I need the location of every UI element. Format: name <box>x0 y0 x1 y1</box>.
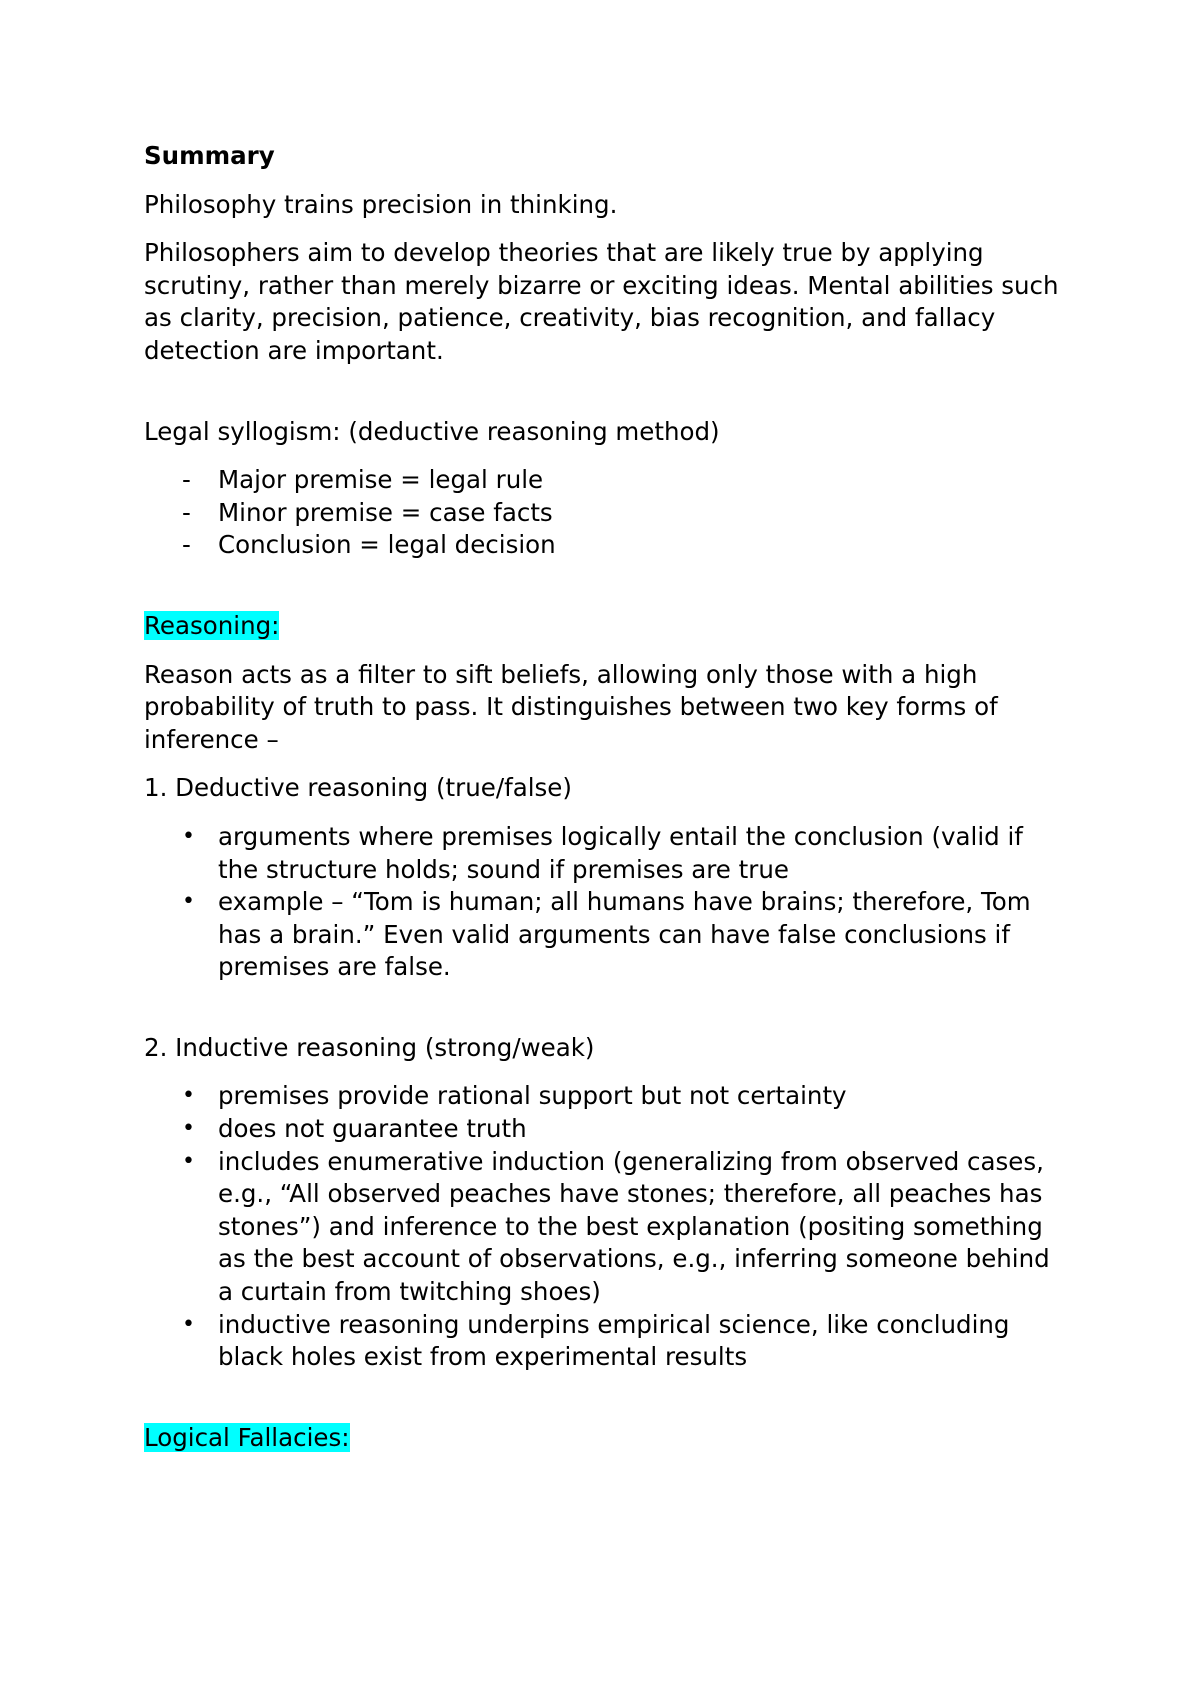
dash-marker: - <box>182 497 191 527</box>
list-item <box>144 529 1064 562</box>
blank-line <box>144 1000 1064 1032</box>
dash-marker: - <box>182 530 191 560</box>
bullet-marker: • <box>182 889 195 915</box>
list-item-text: premises provide rational support but not certainty <box>218 1081 847 1111</box>
list-item <box>144 1113 1064 1146</box>
list-item <box>144 1146 1064 1309</box>
bullet-marker: • <box>182 823 195 849</box>
list-item-text: does not guarantee truth <box>218 1114 527 1144</box>
legal-syllogism-heading: Legal syllogism: (deductive reasoning method) <box>144 416 720 446</box>
summary-title: Summary <box>144 141 275 170</box>
list-item-text: Conclusion = legal decision <box>218 530 556 560</box>
list-item-text: Major premise = legal rule <box>218 465 544 495</box>
bullet-marker: • <box>182 1148 195 1174</box>
highlighted-text: Logical Fallacies: <box>144 1422 350 1452</box>
list-item <box>144 497 1064 530</box>
list-item <box>144 464 1064 497</box>
deductive-list <box>144 821 1064 984</box>
blank-line <box>144 578 1064 610</box>
list-item-text: arguments where premises logically entail the conclusion (valid if the structure holds; sound if premises are true <box>218 821 1023 884</box>
bullet-marker: • <box>182 1311 195 1337</box>
list-item-text: includes enumerative induction (generalizing from observed cases, e.g., “All observed peaches have stones; therefore, all peaches has stones”) and inference to the best explanation (positing something as the best account of observations, e.g., inferring someone behind a curtain from twitching shoes) <box>218 1146 1050 1307</box>
list-item <box>144 821 1064 886</box>
list-item <box>144 886 1064 984</box>
list-item-text: example – “Tom is human; all humans have brains; therefore, Tom has a brain.” Even valid arguments can have false conclusions if premises are false. <box>218 887 1031 982</box>
bullet-marker: • <box>182 1083 195 1109</box>
reasoning-intro: Reason acts as a filter to sift beliefs, allowing only those with a high probability of truth to pass. It distinguishes between two key forms of inference – <box>144 659 998 754</box>
summary-paragraph-2: Philosophers aim to develop theories that are likely true by applying scrutiny, rather than merely bizarre or exciting ideas. Mental abilities such as clarity, precision, patience, creativity, bias recognition, and fallacy detection are important. <box>144 238 1059 365</box>
bullet-marker: • <box>182 1116 195 1142</box>
list-item-text: Minor premise = case facts <box>218 497 553 527</box>
deductive-heading: 1. Deductive reasoning (true/false) <box>144 773 572 803</box>
summary-paragraph-1: Philosophy trains precision in thinking. <box>144 189 618 219</box>
highlighted-text: Reasoning: <box>144 610 280 640</box>
list-item <box>144 1309 1064 1374</box>
blank-line <box>144 384 1064 416</box>
document-page <box>144 140 1064 1470</box>
dash-marker: - <box>182 465 191 495</box>
list-item-text: inductive reasoning underpins empirical science, like concluding black holes exist from experimental results <box>218 1309 1010 1372</box>
legal-syllogism-list <box>144 464 1064 562</box>
list-item <box>144 1080 1064 1113</box>
reasoning-heading <box>144 610 1064 643</box>
blank-line <box>144 1390 1064 1422</box>
logical-fallacies-heading <box>144 1422 1064 1455</box>
inductive-heading: 2. Inductive reasoning (strong/weak) <box>144 1032 595 1062</box>
inductive-list <box>144 1080 1064 1373</box>
